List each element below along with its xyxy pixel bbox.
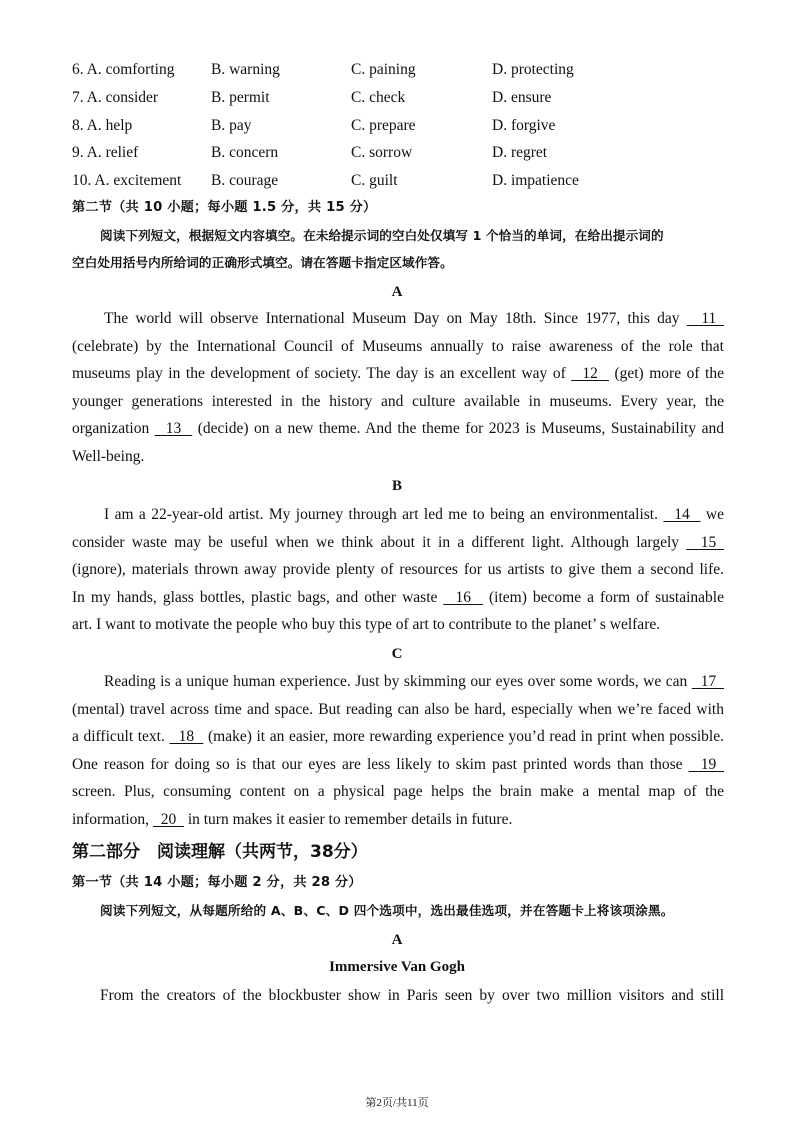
passage-line xyxy=(72,751,724,779)
text: Reading is a unique human experience. Just by skimming our eyes over some words, we can xyxy=(104,673,692,690)
text: information, xyxy=(72,810,153,828)
blank-15[interactable]: 15 xyxy=(686,533,724,551)
passage-b xyxy=(72,501,724,639)
blank-13[interactable]: 13 xyxy=(154,420,193,438)
option-a: 7. A. consider xyxy=(72,89,159,106)
option-d: D. impatience xyxy=(492,172,579,189)
passage-line xyxy=(72,806,724,834)
text: in turn makes it easier to remember details in future. xyxy=(183,810,513,828)
text: a difficult text. xyxy=(72,728,170,746)
text: In my hands, glass bottles, plastic bags, and other waste xyxy=(72,588,444,606)
blank-16[interactable]: 16 xyxy=(443,588,483,606)
option-c: C. paining xyxy=(351,61,416,78)
text: (decide) on a new theme. And the theme for 2023 is Museums, Sustainability and xyxy=(192,420,724,438)
option-c: C. guilt xyxy=(351,172,398,189)
passage-a xyxy=(72,305,724,471)
passage-title: C xyxy=(391,646,403,662)
blank-11[interactable]: 11 xyxy=(686,310,724,327)
section-instruction: 阅读下列短文，从每题所给的 A、B、C、D 四个选项中，选出最佳选项，并在答题卡上将该项涂黑。 xyxy=(100,903,674,918)
option-d: D. forgive xyxy=(492,117,556,134)
passage-line: From the creators of the blockbuster show in Paris seen by over two million visitors and still xyxy=(100,987,724,1004)
part-heading: 第二部分 阅读理解（共两节，38分） xyxy=(72,842,368,862)
passage-line xyxy=(72,584,724,612)
text: One reason for doing so is that our eyes are less likely to skim past printed words than those xyxy=(72,755,689,773)
passage-line: art. I want to motivate the people who buy this type of art to contribute to the planet’ s welfare. xyxy=(72,616,661,634)
option-b: B. courage xyxy=(211,172,279,189)
page-footer: 第2页/共11页 xyxy=(365,1097,429,1109)
passage-2a xyxy=(72,982,724,1010)
blank-19[interactable]: 19 xyxy=(688,755,725,773)
passage-line xyxy=(72,529,724,557)
option-d: D. protecting xyxy=(492,61,574,78)
text: organization xyxy=(72,420,155,438)
passage-title: Immersive Van Gogh xyxy=(329,959,465,975)
option-c: C. prepare xyxy=(351,117,416,134)
passage-line xyxy=(72,501,724,529)
text: I am a 22-year-old artist. My journey through art led me to being an environmentalist. xyxy=(104,506,664,523)
option-c: C. sorrow xyxy=(351,144,413,161)
option-a: 10. A. excitement xyxy=(72,172,182,189)
passage-line xyxy=(72,305,724,333)
section-heading: 第一节（共 14 小题；每小题 2 分，共 28 分） xyxy=(72,875,362,890)
text: (item) become a form of sustainable xyxy=(483,588,724,606)
passage-line xyxy=(72,415,724,443)
option-b: B. warning xyxy=(211,61,280,78)
option-a: 9. A. relief xyxy=(72,144,139,161)
passage-line xyxy=(72,668,724,696)
blank-12[interactable]: 12 xyxy=(571,365,609,383)
passage-label: A xyxy=(391,932,403,948)
text: museums play in the development of society. The day is an excellent way of xyxy=(72,365,572,383)
instruction-line: 阅读下列短文，根据短文内容填空。在未给提示词的空白处仅填写 1 个恰当的单词，在给出提示词的 xyxy=(100,228,664,243)
passage-line: (celebrate) by the International Council of Museums annually to raise awareness of the role that xyxy=(72,337,724,355)
option-a: 8. A. help xyxy=(72,117,133,134)
passage-line: Well-being. xyxy=(72,447,145,465)
option-a: 6. A. comforting xyxy=(72,61,175,78)
text: we xyxy=(700,506,724,523)
section-instruction xyxy=(72,222,724,276)
passage-line: (mental) travel across time and space. But reading can also be hard, especially when we’re faced with xyxy=(72,700,724,718)
text: consider waste may be useful when we think about it in a different light. Although largely xyxy=(72,533,687,551)
passage-line xyxy=(72,360,724,388)
passage-c xyxy=(72,668,724,834)
option-d: D. regret xyxy=(492,144,548,161)
instruction-line: 空白处用括号内所给词的正确形式填空。请在答题卡指定区域作答。 xyxy=(72,255,453,270)
option-b: B. concern xyxy=(211,144,279,161)
option-c: C. check xyxy=(351,89,406,106)
passage-line: screen. Plus, consuming content on a physical page helps the brain make a mental map of the xyxy=(72,783,724,801)
section-heading: 第二节（共 10 小题；每小题 1.5 分，共 15 分） xyxy=(72,200,377,215)
blank-20[interactable]: 20 xyxy=(152,810,184,828)
passage-line: (ignore), materials thrown away provide plenty of resources for us artists to give them a second life. xyxy=(72,561,724,579)
option-b: B. permit xyxy=(211,89,270,106)
blank-17[interactable]: 17 xyxy=(691,673,725,690)
passage-line: younger generations interested in the history and culture available in museums. Every year, the xyxy=(72,392,724,410)
passage-title: A xyxy=(391,284,403,300)
passage-line xyxy=(72,723,724,751)
option-b: B. pay xyxy=(211,117,252,134)
blank-18[interactable]: 18 xyxy=(169,728,204,746)
text: (make) it an easier, more rewarding experience you’d read in print when possible. xyxy=(203,728,724,746)
text: The world will observe International Museum Day on May 18th. Since 1977, this day xyxy=(104,310,687,327)
blank-14[interactable]: 14 xyxy=(663,506,701,523)
option-d: D. ensure xyxy=(492,89,552,106)
text: (get) more of the xyxy=(608,365,724,383)
passage-title: B xyxy=(391,478,402,494)
